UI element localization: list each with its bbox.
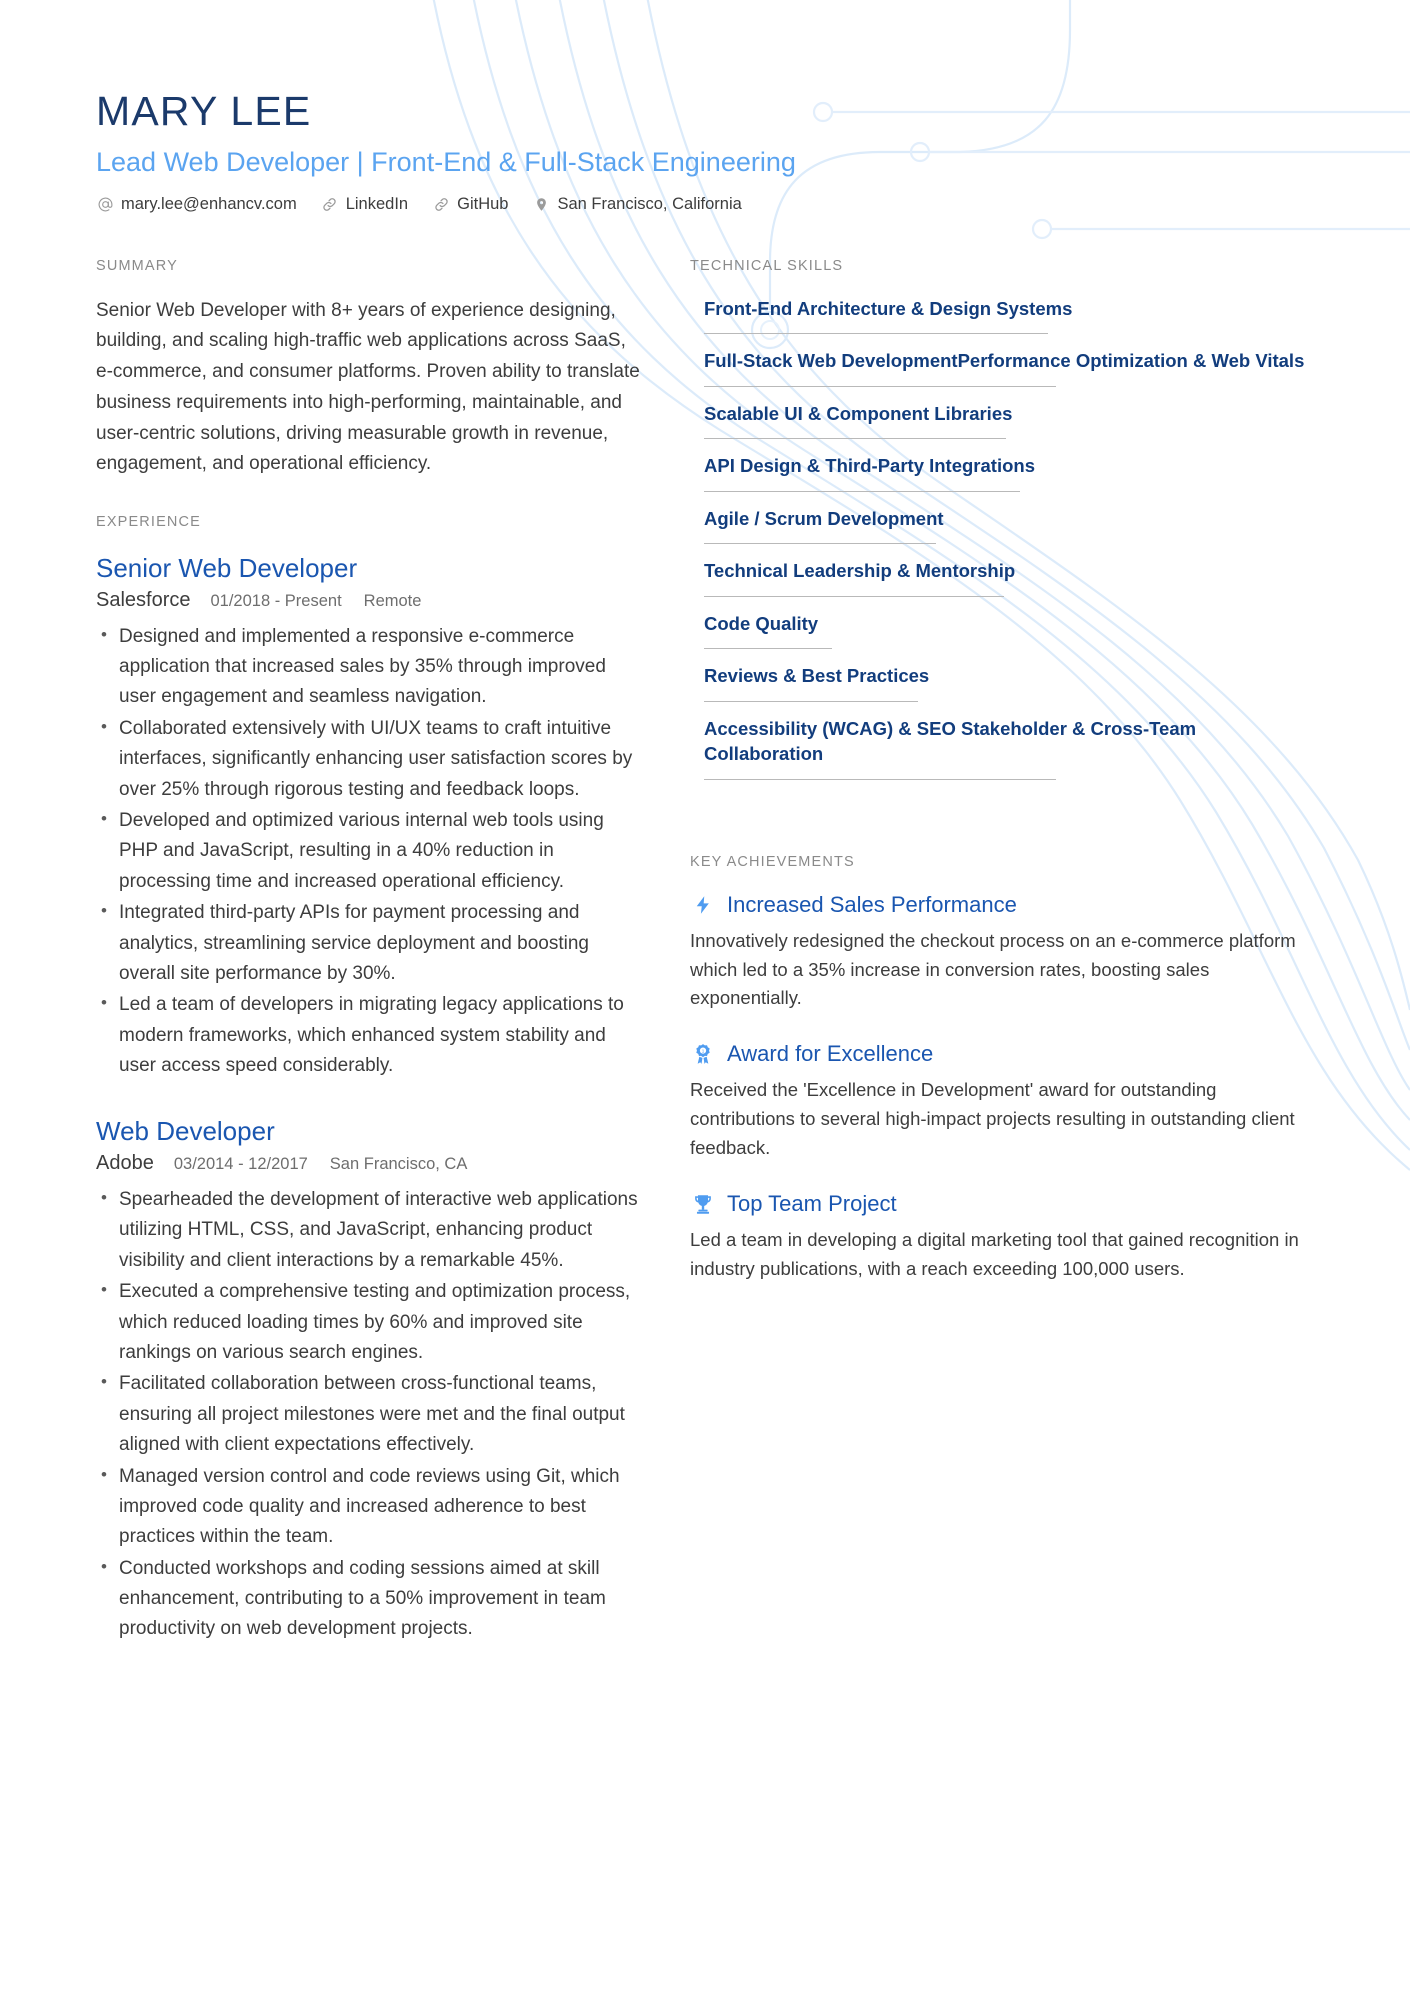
achievement-title: Award for Excellence bbox=[727, 1041, 934, 1067]
achievement-title: Top Team Project bbox=[727, 1190, 897, 1216]
candidate-headline: Lead Web Developer | Front-End & Full-Stack Engineering bbox=[96, 147, 796, 178]
contact-row bbox=[96, 195, 1410, 214]
link-icon bbox=[432, 195, 450, 213]
skill-label: Accessibility (WCAG) & SEO Stakeholder & Cross-Team Collaboration bbox=[704, 717, 1197, 765]
skills-section-title: TECHNICAL SKILLS bbox=[690, 257, 844, 274]
experience-entry bbox=[96, 1115, 644, 1644]
job-dates: 01/2018 - Present bbox=[210, 591, 342, 610]
skill-label: Code Quality bbox=[704, 612, 819, 634]
job-bullet: • Managed version control and code reviews using Git, which improved code quality and increased adherence to best practices within the team. bbox=[96, 1462, 644, 1553]
achievement-item bbox=[690, 892, 1310, 1013]
candidate-name: MARY LEE bbox=[96, 88, 312, 134]
achievement-header bbox=[690, 892, 1310, 918]
job-title: Senior Web Developer bbox=[96, 553, 358, 584]
skill-label: Technical Leadership & Mentorship bbox=[704, 560, 1016, 582]
job-meta bbox=[96, 589, 644, 612]
contact-github[interactable] bbox=[432, 195, 508, 214]
left-column bbox=[0, 258, 690, 1679]
summary-section-title: SUMMARY bbox=[96, 257, 178, 274]
skill-item bbox=[690, 716, 1310, 780]
job-bullet: • Developed and optimized various internal web tools using PHP and JavaScript, resulting in a 40% reduction in processing time and increased operational efficiency. bbox=[96, 806, 644, 897]
experience-entry bbox=[96, 552, 644, 1081]
skill-item bbox=[690, 506, 1310, 545]
contact-location bbox=[532, 195, 741, 214]
skill-label: Front-End Architecture & Design Systems bbox=[704, 297, 1073, 319]
contact-email[interactable] bbox=[96, 195, 297, 214]
summary-text: Senior Web Developer with 8+ years of experience designing, building, and scaling high-traffic web applications across SaaS, e-commerce, and consumer platforms. Proven ability to translate business requirements into high-performing, maintainable, and user-centric solutions, driving measurable growth in revenue, engagement, and operational efficiency. bbox=[96, 299, 640, 475]
achievement-header bbox=[690, 1191, 1310, 1217]
job-location: Remote bbox=[363, 591, 422, 610]
achievement-description: Received the 'Excellence in Development' award for outstanding contributions to several high-impact projects resulting in outstanding client feedback. bbox=[690, 1079, 1295, 1158]
achievement-description: Innovatively redesigned the checkout process on an e-commerce platform which led to a 35% increase in conversion rates, boosting sales exponentially. bbox=[690, 930, 1296, 1009]
at-icon bbox=[96, 195, 114, 213]
skill-label: Reviews & Best Practices bbox=[704, 665, 930, 687]
skill-item bbox=[690, 558, 1310, 597]
achievement-item bbox=[690, 1041, 1310, 1162]
job-company: Salesforce bbox=[96, 588, 191, 611]
experience-section-title: EXPERIENCE bbox=[96, 514, 201, 531]
achievement-item bbox=[690, 1191, 1310, 1284]
trophy-icon bbox=[690, 1191, 716, 1217]
job-bullet: • Designed and implemented a responsive e-commerce application that increased sales by 35% through improved user engagement and seamless navigation. bbox=[96, 622, 644, 713]
contact-email-label: mary.lee@enhancv.com bbox=[121, 194, 297, 213]
right-column bbox=[690, 258, 1410, 1679]
job-bullet: • Integrated third-party APIs for payment processing and analytics, streamlining service deployment and boosting overall site performance by 30%. bbox=[96, 898, 644, 989]
skill-item bbox=[690, 453, 1310, 492]
resume-columns bbox=[0, 258, 1410, 1679]
achievements-section bbox=[690, 854, 1310, 1284]
svg-text:1: 1 bbox=[701, 1048, 705, 1054]
job-bullets bbox=[96, 622, 644, 1082]
job-bullet: • Spearheaded the development of interactive web applications utilizing HTML, CSS, and JavaScript, enhancing product visibility and client interactions by a remarkable 45%. bbox=[96, 1185, 644, 1276]
skill-label: API Design & Third-Party Integrations bbox=[704, 455, 1035, 477]
experience-section bbox=[96, 514, 644, 1645]
link-icon bbox=[321, 195, 339, 213]
skills-list bbox=[690, 296, 1310, 780]
job-company: Adobe bbox=[96, 1151, 154, 1174]
contact-linkedin[interactable] bbox=[321, 195, 408, 214]
achievement-description: Led a team in developing a digital marketing tool that gained recognition in industry publications, with a reach exceeding 100,000 users. bbox=[690, 1228, 1299, 1279]
skill-item bbox=[690, 348, 1310, 387]
location-pin-icon bbox=[532, 195, 550, 213]
job-bullets bbox=[96, 1185, 644, 1645]
skills-section bbox=[690, 258, 1310, 780]
skill-item bbox=[690, 611, 1310, 650]
job-bullet: • Facilitated collaboration between cross-functional teams, ensuring all project milestones were met and the final output aligned with client expectations effectively. bbox=[96, 1369, 644, 1460]
contact-location-label: San Francisco, California bbox=[557, 194, 742, 213]
skill-label: Scalable UI & Component Libraries bbox=[704, 402, 1013, 424]
skill-item bbox=[690, 296, 1310, 335]
job-bullet: • Led a team of developers in migrating legacy applications to modern frameworks, which enhanced system stability and user access speed considerably. bbox=[96, 990, 644, 1081]
job-title: Web Developer bbox=[96, 1116, 275, 1147]
skill-item bbox=[690, 401, 1310, 440]
contact-github-label: GitHub bbox=[457, 194, 509, 213]
achievement-header bbox=[690, 1041, 1310, 1067]
skill-item bbox=[690, 663, 1310, 702]
achievements-section-title: KEY ACHIEVEMENTS bbox=[690, 853, 855, 870]
achievement-title: Increased Sales Performance bbox=[727, 891, 1017, 917]
contact-linkedin-label: LinkedIn bbox=[345, 194, 409, 213]
job-bullet: • Collaborated extensively with UI/UX teams to craft intuitive interfaces, significantly enhancing user satisfaction scores by over 25% through rigorous testing and feedback loops. bbox=[96, 714, 644, 805]
job-bullet: • Conducted workshops and coding sessions aimed at skill enhancement, contributing to a 50% improvement in team productivity on web development projects. bbox=[96, 1554, 644, 1645]
lightning-bolt-icon bbox=[690, 892, 716, 918]
skill-label: Full-Stack Web DevelopmentPerformance Optimization & Web Vitals bbox=[704, 350, 1305, 372]
job-bullet: • Executed a comprehensive testing and optimization process, which reduced loading times by 60% and improved site rankings on various search engines. bbox=[96, 1277, 644, 1368]
job-meta bbox=[96, 1152, 644, 1175]
job-dates: 03/2014 - 12/2017 bbox=[173, 1154, 308, 1173]
award-medal-icon bbox=[690, 1041, 716, 1067]
job-location: San Francisco, CA bbox=[329, 1154, 468, 1173]
resume-header bbox=[0, 0, 1410, 214]
skill-label: Agile / Scrum Development bbox=[704, 507, 944, 529]
summary-section bbox=[96, 258, 644, 481]
